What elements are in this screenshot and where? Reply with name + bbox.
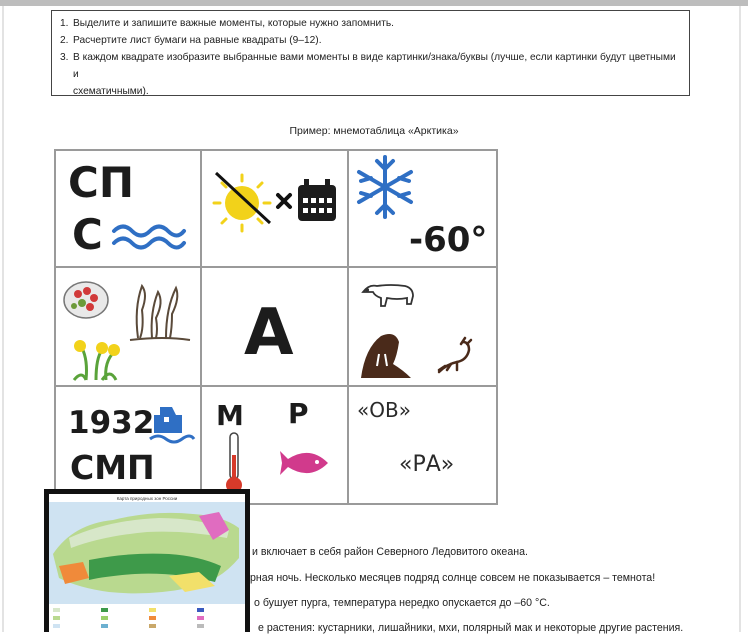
cell-polar-night (202, 151, 347, 266)
polar-poppy-icon (74, 340, 120, 380)
instruction-text: Расчертите лист бумаги на равные квадраты (9–12). (73, 35, 322, 46)
instruction-number: 1. (60, 18, 69, 29)
cell-thermometer (202, 387, 347, 503)
cell-animals (349, 268, 496, 385)
instructions-box (51, 10, 690, 96)
instruction-text: В каждом квадрате изобразите выбранные вами моменты в виде картинки/знака/буквы (лучше, если картинки будут цветными и (73, 52, 676, 80)
instruction-item (60, 15, 681, 32)
page-right-edge (739, 6, 741, 632)
thermometer-icon (226, 433, 242, 493)
paragraph-line: е растения: кустарники, лишайники, мхи, полярный мак и некоторые другие растения. (258, 622, 684, 634)
lichen-icon (130, 286, 190, 340)
map-thumbnail[interactable] (44, 489, 250, 632)
map-legend (49, 604, 245, 634)
map-image (49, 494, 245, 634)
instruction-item (60, 83, 681, 100)
cell-cold (349, 151, 496, 266)
sun-icon (214, 175, 270, 231)
times-icon (278, 195, 290, 207)
instruction-number: 3. (60, 52, 69, 63)
ob-text: «ОВ» (357, 398, 411, 422)
instruction-text: схематичными). (73, 86, 149, 97)
page-left-edge (2, 6, 4, 632)
instruction-number: 2. (60, 35, 69, 46)
fish-icon (280, 451, 328, 475)
grid-line (496, 149, 498, 505)
instruction-text: Выделите и запишите важные моменты, которые нужно запомнить. (73, 18, 395, 29)
paragraph-line: о бушует пурга, температура нередко опускается до –60 °C. (254, 597, 550, 609)
letter-m-text: М (216, 399, 244, 432)
polar-bear-icon (363, 285, 413, 306)
paragraph-line: и включает в себя район Северного Ледовитого океана. (252, 546, 528, 558)
berries-icon (64, 282, 108, 318)
snowflake-icon (359, 157, 411, 217)
top-scroll-edge (0, 0, 748, 6)
temperature-text: -60° (409, 220, 488, 260)
instruction-item (60, 49, 681, 83)
cell-text-sp: СП (68, 158, 134, 207)
scorpion-icon (439, 338, 471, 372)
map-title: Карта природных зон России (116, 496, 178, 501)
sea-waves-icon (114, 227, 184, 248)
cell-ob-ra (349, 387, 496, 503)
cell-sp-s (56, 151, 200, 266)
walrus-icon (361, 334, 411, 378)
calendar-icon (298, 179, 336, 221)
cell-plants (56, 268, 200, 385)
cell-text-s: С (72, 210, 103, 259)
smp-text: СМП (70, 448, 155, 487)
cell-year-smp (56, 387, 200, 503)
ra-text: «РА» (399, 452, 455, 477)
table-caption: Пример: мнемотаблица «Арктика» (289, 125, 459, 137)
instruction-number (60, 83, 73, 100)
letter-r-text: Р (288, 397, 309, 430)
icebreaker-icon (150, 407, 194, 442)
mnemonic-table (54, 149, 498, 505)
letter-a-text: А (244, 296, 294, 370)
instruction-item (60, 32, 681, 49)
cell-letter-a (202, 268, 347, 385)
paragraph-line: рная ночь. Несколько месяцев подряд солнце совсем не показывается – темнота! (250, 572, 656, 584)
year-text: 1932 (68, 405, 155, 441)
